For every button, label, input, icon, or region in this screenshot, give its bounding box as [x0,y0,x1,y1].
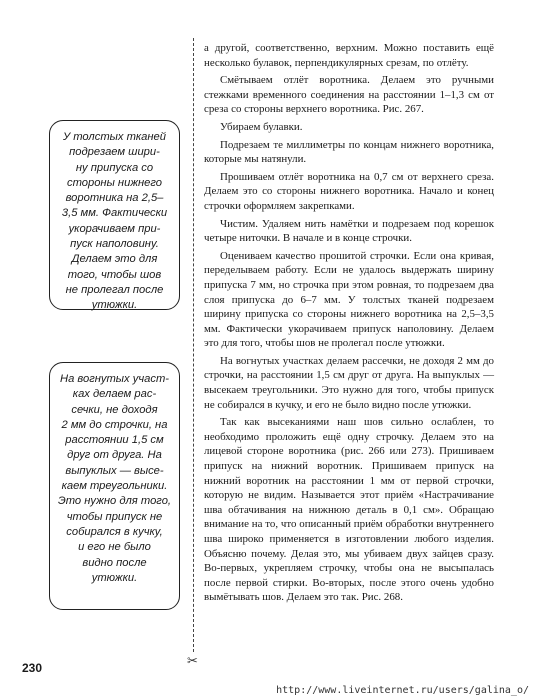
paragraph: Оцениваем качество прошитой строчки. Если она кривая, переделываем работу. Если не удалось выдержать ширину припуска 7 мм, но строчка при этом ровная, то подрезаем два слоя припуска до 6–7 мм. У толстых тканей подрезаем ширину припуска со стороны нижнего воротника на 2,5–3,5 мм. Фактически укорачиваем припуск наполовину. Делаем это для того, чтобы шов не пролегал после утюжки. [204,249,494,350]
paragraph: Чистим. Удаляем нить намётки и подрезаем под корешок четыре ниточки. В начале и в конце строчки. [204,217,494,245]
scissors-icon: ✂ [187,654,198,669]
paragraph: Так как высеканиями наш шов сильно ослаблен, то необходимо проложить ещё одну строчку. Делаем это на лицевой стороне воротника (рис. 266 или 273). Пришиваем припуск на нижний воротник. Пришиваем припуск на нижний воротник на расстоянии 1 мм от первой строчки, которую не видим. Называется этот приём «Настрачивание шва обтачивания на нижнюю деталь в 0,1 см». Обращаю внимание на то, что описанный приём обработки внутреннего шва широко применяется в изготовлении любого изделия. Объясню почему. Делая это, мы убиваем двух зайцев сразу. Во-первых, укрепляем строчку, чтобы она не высыпалась после первой стирки. Во-вторых, после этого очень удобно вымётывать шов. Делаем это так. Рис. 268. [204,416,494,604]
main-text-column [204,41,494,608]
cut-line-divider [193,38,194,652]
paragraph: На вогнутых участках делаем рассечки, не доходя 2 мм до строчки, на расстоянии 1,5 см друг от друга. На выпуклых — высекаем треугольники. Это нужно для того, чтобы припуск не собирался в кучку, и его не было видно после утюжки. [204,354,494,411]
watermark-url: http://www.liveinternet.ru/users/galina_o/ [276,685,529,696]
page-number: 230 [22,661,43,675]
paragraph: а другой, соответственно, верхним. Можно поставить ещё несколько булавок, перпендикулярных срезам, по отлёту. [204,42,494,69]
sidebar-note-thick-fabrics: У толстых тканей подрезаем шири- ну припуска со стороны нижнего воротника на 2,5– 3,5 мм. Фактически укорачиваем при- пуск наполовину. Делаем это для того, чтобы шов не пролегал после утюжки. [49,120,180,310]
paragraph: Убираем булавки. [220,120,303,133]
paragraph: Смётываем отлёт воротника. Делаем это ручными стежками временного соединения на расстоянии 1–1,3 см от среза со стороны верхнего воротника. Рис. 267. [204,74,494,116]
paragraph: Прошиваем отлёт воротника на 0,7 см от верхнего среза. Делаем это со стороны нижнего воротника. Начало и конец строчки оформляем закрепками. [204,170,494,212]
sidebar-note-concave-areas: На вогнутых участ- ках делаем рас- сечки, не доходя 2 мм до строчки, на расстоянии 1,5 см друг от друга. На выпуклых — высе- каем треугольники. Это нужно для того, чтобы припуск не собирался в кучку, и его не было видно после утюжки. [49,362,180,610]
paragraph: Подрезаем те миллиметры по концам нижнего воротника, которые мы натянули. [204,138,494,166]
